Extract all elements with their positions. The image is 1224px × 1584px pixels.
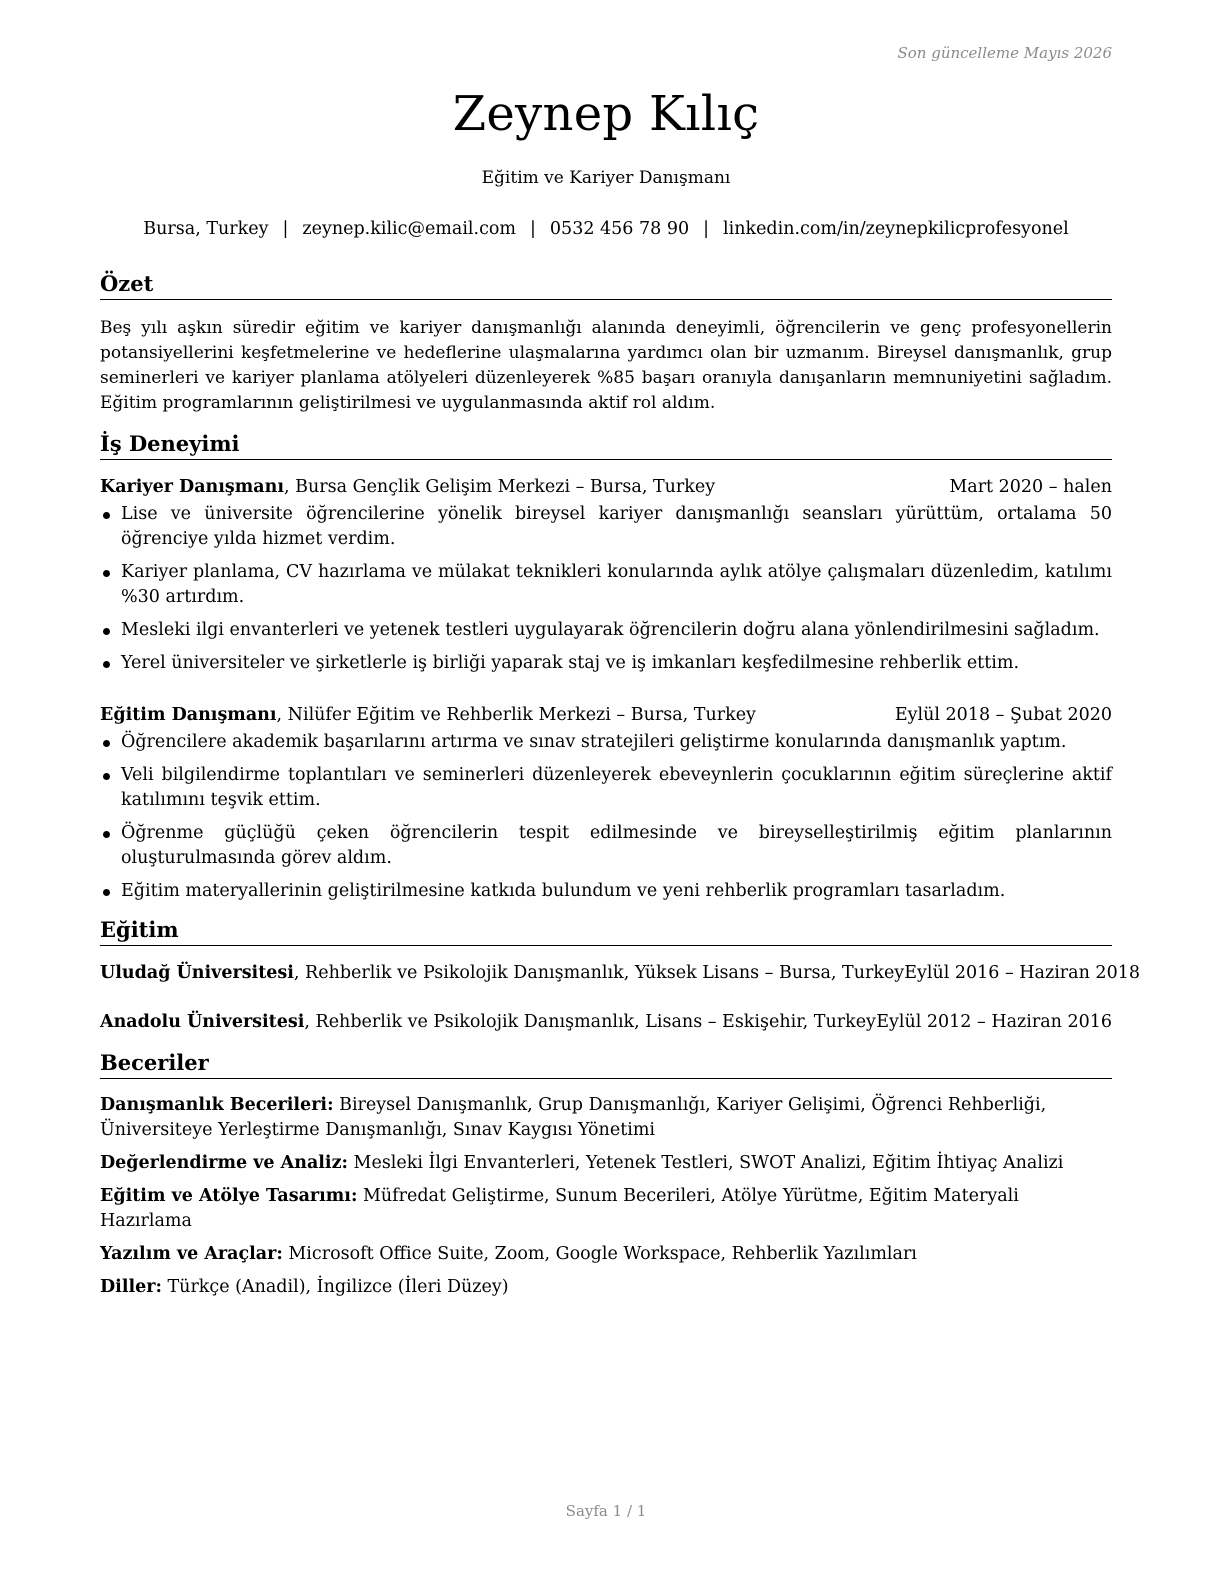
job-org: , Bursa Gençlik Gelişim Merkezi – Bursa, Turkey	[284, 477, 716, 497]
contact-linkedin[interactable]: linkedin.com/in/zeynepkilicprofesyonel	[723, 219, 1069, 239]
job-entry	[100, 702, 1112, 904]
job-bullet: Eğitim materyallerinin geliştirilmesine katkıda bulundum ve yeni rehberlik programları tasarladım.	[100, 879, 1112, 904]
job-bullet: Mesleki ilgi envanterleri ve yetenek testleri uygulayarak öğrencilerin doğru alana yönlendirilmesini sağladım.	[100, 618, 1112, 643]
job-bullet: Öğrencilere akademik başarılarını artırma ve sınav stratejileri geliştirme konularında danışmanlık yaptım.	[100, 730, 1112, 755]
contact-separator: |	[703, 219, 709, 239]
education-heading: Eğitim	[100, 917, 1112, 946]
skill-value: Türkçe (Anadil), İngilizce (İleri Düzey)	[161, 1277, 509, 1297]
experience-section	[100, 431, 1112, 912]
skills-heading: Beceriler	[100, 1050, 1112, 1079]
education-dates: Eylül 2016 – Haziran 2018	[904, 963, 1140, 983]
skill-value: Microsoft Office Suite, Zoom, Google Workspace, Rehberlik Yazılımları	[282, 1244, 917, 1264]
skill-line	[100, 1093, 1112, 1143]
skill-label: Danışmanlık Becerileri:	[100, 1095, 334, 1115]
job-bullet: Kariyer planlama, CV hazırlama ve mülakat teknikleri konularında aylık atölye çalışmaları düzenledim, katılımı %30 artırdım.	[100, 560, 1112, 610]
education-detail: , Rehberlik ve Psikolojik Danışmanlık, Yüksek Lisans – Bursa, Turkey	[293, 963, 905, 983]
skills-section	[100, 1050, 1112, 1308]
summary-section	[100, 271, 1112, 416]
education-dates: Eylül 2012 – Haziran 2016	[876, 1012, 1112, 1032]
skill-label: Yazılım ve Araçlar:	[100, 1244, 283, 1264]
summary-heading: Özet	[100, 271, 1112, 300]
contact-separator: |	[530, 219, 536, 239]
job-dates: Mart 2020 – halen	[949, 477, 1112, 497]
last-updated: Son güncelleme Mayıs 2026	[897, 44, 1112, 62]
education-school: Uludağ Üniversitesi	[100, 963, 294, 983]
job-org: , Nilüfer Eğitim ve Rehberlik Merkezi – Bursa, Turkey	[276, 705, 756, 725]
job-entry	[100, 474, 1112, 676]
candidate-title: Eğitim ve Kariyer Danışmanı	[481, 168, 731, 188]
skill-line	[100, 1151, 1112, 1176]
job-dates: Eylül 2018 – Şubat 2020	[894, 705, 1112, 725]
education-entry	[100, 1009, 1112, 1035]
education-school: Anadolu Üniversitesi	[100, 1012, 305, 1032]
contact-location: Bursa, Turkey	[143, 219, 269, 239]
resume-page	[100, 0, 1140, 1584]
education-section	[100, 917, 1140, 1035]
candidate-name: Zeynep Kılıç	[452, 86, 760, 142]
job-header	[100, 474, 1112, 500]
education-detail: , Rehberlik ve Psikolojik Danışmanlık, Lisans – Eskişehir, Turkey	[304, 1012, 876, 1032]
contact-line	[100, 219, 1112, 239]
job-bullet: Öğrenme güçlüğü çeken öğrencilerin tespit edilmesinde ve bireyselleştirilmiş eğitim planlarının oluşturulmasında görev aldım.	[100, 821, 1112, 871]
job-role: Kariyer Danışmanı	[100, 477, 284, 497]
page-number: Sayfa 1 / 1	[565, 1502, 647, 1520]
skill-line	[100, 1275, 1112, 1300]
summary-text: Beş yılı aşkın süredir eğitim ve kariyer danışmanlığı alanında deneyimli, öğrencilerin ve genç profesyonellerin potansiyellerini keşfetmelerine ve hedeflerine ulaşmalarına yardımcı olan bir uzmanım. Bireysel danışmanlık, grup seminerleri ve kariyer planlama atölyeleri düzenleyerek %85 başarı oranıyla danışanların memnuniyetini sağladım. Eğitim programlarının geliştirilmesi ve uygulanmasında aktif rol aldım.	[100, 318, 1112, 413]
skill-label: Eğitim ve Atölye Tasarımı:	[100, 1186, 358, 1206]
job-bullet: Yerel üniversiteler ve şirketlerle iş birliği yaparak staj ve iş imkanları keşfedilmesine rehberlik ettim.	[100, 651, 1112, 676]
job-role: Eğitim Danışmanı	[100, 705, 277, 725]
job-header	[100, 702, 1112, 728]
job-bullets	[100, 502, 1112, 676]
skill-label: Diller:	[100, 1277, 162, 1297]
experience-heading: İş Deneyimi	[100, 431, 1112, 460]
job-bullet: Lise ve üniversite öğrencilerine yönelik bireysel kariyer danışmanlığı seansları yürüttüm, ortalama 50 öğrenciye yılda hizmet verdim.	[100, 502, 1112, 552]
skill-label: Değerlendirme ve Analiz:	[100, 1153, 348, 1173]
education-entry	[100, 960, 1140, 986]
skill-value: Mesleki İlgi Envanterleri, Yetenek Testleri, SWOT Analizi, Eğitim İhtiyaç Analizi	[347, 1153, 1064, 1173]
contact-separator: |	[282, 219, 289, 239]
job-bullets	[100, 730, 1112, 904]
skill-value: Bireysel Danışmanlık, Grup Danışmanlığı, Kariyer Gelişimi, Öğrenci Rehberliği, Üniversiteye Yerleştirme Danışmanlığı, Sınav Kaygısı Yönetimi	[100, 1095, 1047, 1140]
skill-value: Müfredat Geliştirme, Sunum Becerileri, Atölye Yürütme, Eğitim Materyali Hazırlama	[100, 1186, 1019, 1231]
skill-line	[100, 1184, 1112, 1234]
job-bullet: Veli bilgilendirme toplantıları ve seminerleri düzenleyerek ebeveynlerin çocuklarının eğitim süreçlerine aktif katılımını teşvik ettim.	[100, 763, 1112, 813]
contact-email[interactable]: zeynep.kilic@email.com	[302, 219, 517, 239]
contact-phone: 0532 456 78 90	[549, 219, 690, 239]
skill-line	[100, 1242, 1112, 1267]
